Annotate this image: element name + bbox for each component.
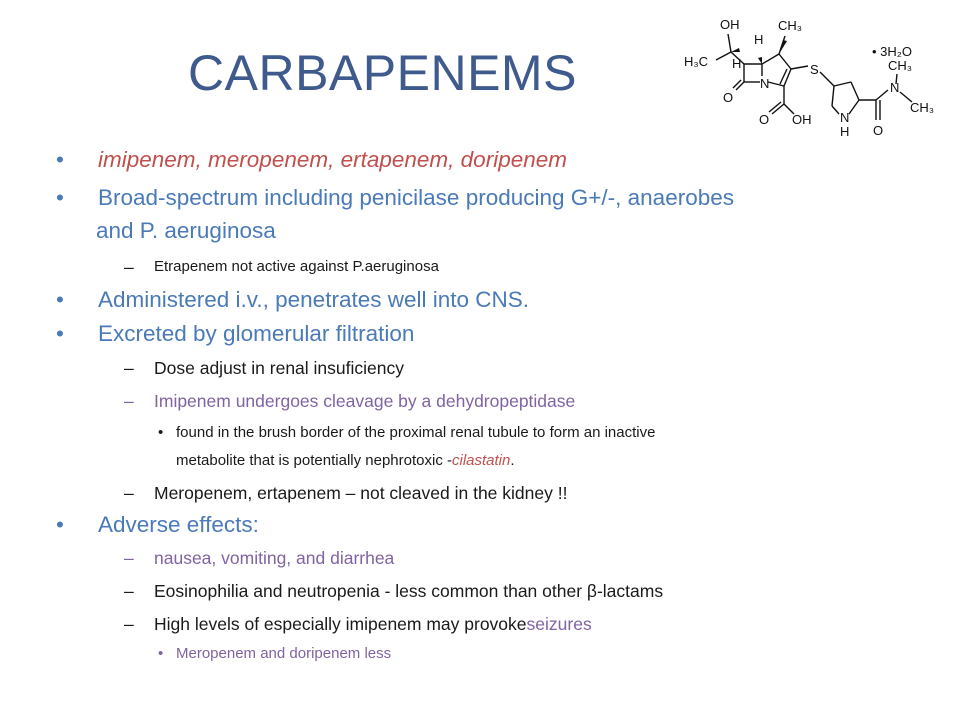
bullet-text: Adverse effects: xyxy=(98,512,259,537)
sub-bullet-marker: – xyxy=(124,391,134,411)
bullet-text: Administered i.v., penetrates well into CNS. xyxy=(98,287,530,312)
bullet-marker: • xyxy=(56,185,64,210)
sub-bullet-marker: – xyxy=(124,614,134,634)
atom-label: H₃C xyxy=(684,54,709,69)
atom-label: H xyxy=(754,32,764,47)
highlight-cilastatin: cilastatin xyxy=(451,452,511,469)
sub-bullet-text: Dose adjust in renal insuficiency xyxy=(154,358,404,378)
sub-bullet-item xyxy=(124,355,404,381)
bullet-marker: • xyxy=(56,512,64,537)
atom-label: H xyxy=(732,56,742,71)
sub-bullet-text: High levels of especially imipenem may provoke xyxy=(154,614,527,634)
sub-bullet-marker: – xyxy=(124,548,134,568)
atom-label: CH₃ xyxy=(778,18,803,33)
detail-bullet-text: . xyxy=(510,452,515,469)
bullet-text: Excreted by glomerular filtration xyxy=(98,321,415,346)
atom-label: O xyxy=(873,123,884,138)
detail-bullet-text: found in the brush border of the proximal renal tubule to form an inactive xyxy=(176,424,656,441)
atom-label: OH xyxy=(792,112,812,127)
bullet-item xyxy=(0,283,529,316)
bullet-item xyxy=(0,143,567,176)
detail-bullet-item xyxy=(158,421,655,444)
atom-label: N xyxy=(760,76,770,91)
atom-label: N xyxy=(840,110,850,125)
bullet-item xyxy=(0,317,414,350)
bullet-item xyxy=(0,508,259,541)
atom-label: CH₃ xyxy=(888,58,913,73)
atom-label: O xyxy=(759,112,770,127)
atom-label: O xyxy=(723,90,734,105)
sub-bullet-text: Eosinophilia and neutropenia - less common than other β-lactams xyxy=(154,581,664,601)
sub-bullet-item xyxy=(124,611,592,637)
bullet-marker: • xyxy=(56,287,64,312)
detail-bullet-marker: • xyxy=(158,424,164,441)
sub-bullet-item xyxy=(124,545,394,571)
sub-bullet-item xyxy=(124,578,663,604)
atom-label: N xyxy=(890,80,900,95)
hydrate-label: • 3H₂O xyxy=(872,44,912,59)
bullet-marker: • xyxy=(56,147,64,172)
bullet-item xyxy=(0,181,734,214)
bullet-text: Broad-spectrum including penicilase producing G+/-, anaerobes xyxy=(98,185,734,210)
bullet-marker: • xyxy=(56,321,64,346)
sub-bullet-marker: – xyxy=(124,581,134,601)
sub-bullet-text: Imipenem undergoes cleavage by a dehydropeptidase xyxy=(154,391,576,411)
atom-label: CH₃ xyxy=(910,100,935,115)
atom-label: OH xyxy=(720,17,740,32)
bullet-text-continuation xyxy=(96,214,276,247)
highlight-seizures: seizures xyxy=(526,614,592,634)
atom-label: S xyxy=(810,62,819,77)
bullet-text: imipenem, meropenem, ertapenem, doripenem xyxy=(98,147,567,172)
detail-bullet-text: metabolite that is potentially nephrotoxic - xyxy=(176,452,452,469)
sub-bullet-item xyxy=(124,254,439,280)
bullet-text: and P. aeruginosa xyxy=(96,218,276,243)
detail-bullet-item xyxy=(158,642,391,665)
sub-bullet-text: Meropenem, ertapenem – not cleaved in the kidney !! xyxy=(154,483,568,503)
sub-bullet-text: nausea, vomiting, and diarrhea xyxy=(154,548,395,568)
sub-bullet-item xyxy=(124,388,575,414)
atom-label: H xyxy=(840,124,850,139)
sub-bullet-marker: – xyxy=(124,257,134,277)
sub-bullet-marker: – xyxy=(124,483,134,503)
sub-bullet-item xyxy=(124,480,567,506)
slide-title: CARBAPENEMS xyxy=(188,45,577,101)
sub-bullet-text: Etrapenem not active against P.aeruginosa xyxy=(154,258,439,275)
detail-bullet-text: Meropenem and doripenem less xyxy=(176,645,392,662)
detail-bullet-continuation xyxy=(176,449,515,472)
detail-bullet-marker: • xyxy=(158,645,164,662)
sub-bullet-marker: – xyxy=(124,358,134,378)
